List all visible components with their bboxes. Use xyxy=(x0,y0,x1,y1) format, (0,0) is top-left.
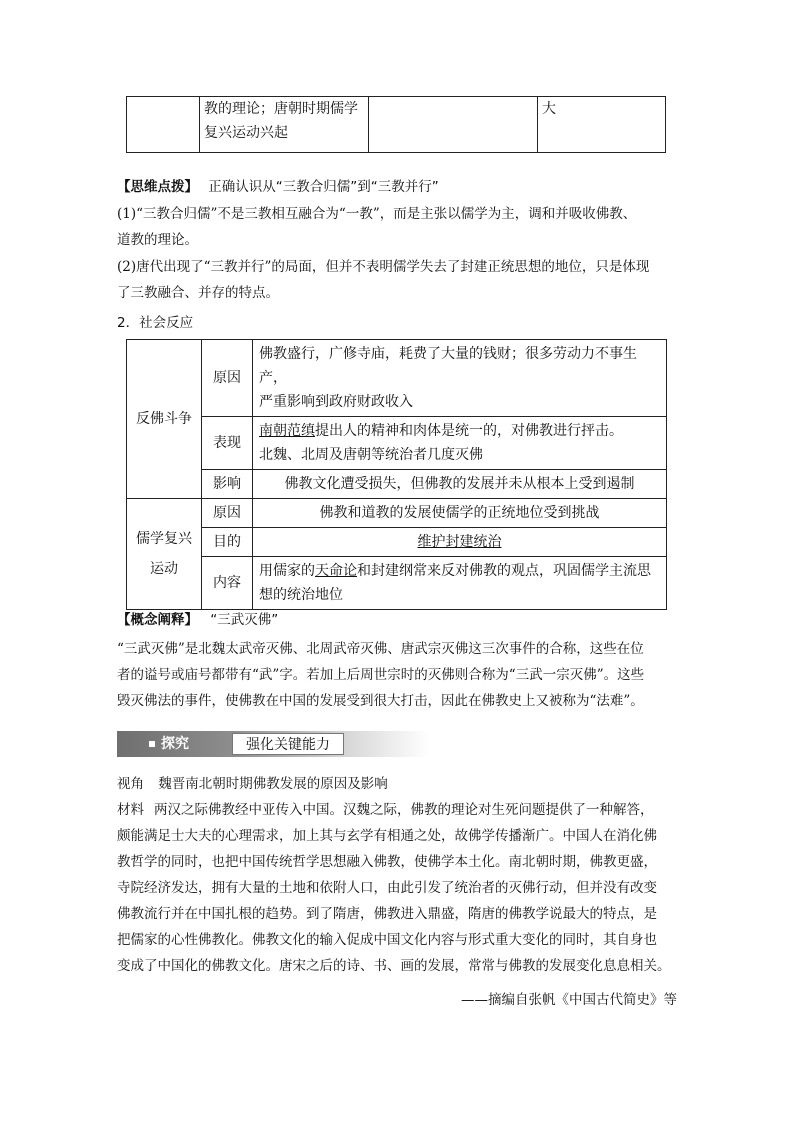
table-cell xyxy=(200,97,369,153)
group-label xyxy=(127,499,202,610)
underlined-term: 南朝范缜 xyxy=(259,423,315,439)
concept-heading-line xyxy=(117,607,278,633)
text-line: “三武灭佛”是北魏太武帝灭佛、北周武帝灭佛、唐武宗灭佛这三次事件的合称，这些在位 xyxy=(117,641,644,657)
text-line xyxy=(117,797,687,823)
text-line: 道教的理论。 xyxy=(117,232,198,248)
banner-left-text: 探究 xyxy=(161,736,189,752)
top-table xyxy=(126,96,666,153)
concept-paragraph xyxy=(117,636,687,714)
group-label: 反佛斗争 xyxy=(127,340,202,499)
thinking-heading: 【思维点拨】 xyxy=(117,179,198,195)
group-label-line: 运动 xyxy=(150,561,178,577)
section-title: 2．社会反应 xyxy=(117,315,194,331)
table-cell: 佛教和道教的发展使儒学的正统地位受到挑战 xyxy=(253,499,667,528)
concept-heading: 【概念阐释】 xyxy=(117,612,198,628)
perspective-title: 魏晋南北朝时期佛教发展的原因及影响 xyxy=(158,776,388,792)
banner-left-label xyxy=(117,734,229,754)
cell-text: 复兴运动兴起 xyxy=(204,125,288,141)
concept-title: “三武灭佛” xyxy=(210,612,279,628)
cell-text xyxy=(259,559,660,583)
row-label: 表现 xyxy=(202,417,253,470)
table-cell xyxy=(253,340,667,417)
row-label: 目的 xyxy=(202,528,253,557)
thinking-heading-line xyxy=(117,174,439,200)
table-cell xyxy=(127,97,200,153)
perspective-line xyxy=(117,771,388,797)
thinking-paragraph-2 xyxy=(117,254,687,306)
perspective-label: 视角 xyxy=(117,776,144,792)
material-source: ——摘编自张帆《中国古代简史》等 xyxy=(461,992,677,1008)
text-line: 变成了中国化的佛教文化。唐宋之后的诗、书、画的发展，常常与佛教的发展变化息息相关。 xyxy=(117,958,671,974)
text-line: 把儒家的心性佛教化。佛教文化的输入促成中国文化内容与形式重大变化的同时，其自身也 xyxy=(117,932,657,948)
cell-text-rest: 提出人的精神和肉体是统一的，对佛教进行抨击。 xyxy=(315,423,623,439)
row-label: 原因 xyxy=(202,340,253,417)
cell-text xyxy=(259,419,660,443)
text-line: 佛教流行并在中国扎根的趋势。到了隋唐，佛教进入鼎盛，隋唐的佛教学说最大的特点，是 xyxy=(117,906,657,922)
square-icon xyxy=(149,741,155,747)
cell-text: 想的统治地位 xyxy=(259,587,343,603)
text-line: 者的谥号或庙号都带有“武”字。若加上后周世宗时的灭佛则合称为“三武一宗灭佛”。这些 xyxy=(117,667,645,683)
banner-right-label: 强化关键能力 xyxy=(232,733,344,755)
table-cell: 大 xyxy=(538,97,666,153)
table-cell xyxy=(253,557,667,610)
text-line: 寺院经济发达，拥有大量的土地和依附人口，由此引发了统治者的灭佛行动，但并没有改变 xyxy=(117,880,657,896)
text-line: (1)“三教合归儒”不是三教相互融合为“一教”，而是主张以儒学为主，调和并吸收佛教、 xyxy=(117,206,637,222)
table-row xyxy=(127,499,667,528)
text-line: (2)唐代出现了“三教并行”的局面，但并不表明儒学失去了封建正统思想的地位，只是体现 xyxy=(117,259,650,275)
material-block xyxy=(117,797,687,979)
text-line: 颇能满足士大夫的心理需求，加上其与玄学有相通之处，故佛学传播渐广。中国人在消化佛 xyxy=(117,828,657,844)
cell-text: 严重影响到政府财政收入 xyxy=(259,394,413,410)
table-cell xyxy=(253,417,667,470)
reaction-table xyxy=(126,339,667,610)
cell-text: 教的理论；唐朝时期儒学 xyxy=(204,101,358,117)
table-cell: 佛教文化遭受损失，但佛教的发展并未从根本上受到遏制 xyxy=(253,470,667,499)
table-cell: 维护封建统治 xyxy=(253,528,667,557)
thinking-paragraph-1 xyxy=(117,201,687,253)
material-label: 材料 xyxy=(117,802,144,818)
table-row xyxy=(127,417,667,470)
row-label: 影响 xyxy=(202,470,253,499)
thinking-title: 正确认识从“三教合归儒”到“三教并行” xyxy=(208,179,439,195)
cell-text: 佛教盛行，广修寺庙，耗费了大量的钱财；很多劳动力不事生产， xyxy=(259,346,637,386)
text-line: 了三教融合、并存的特点。 xyxy=(117,285,279,301)
table-row xyxy=(127,470,667,499)
row-label: 内容 xyxy=(202,557,253,610)
table-cell xyxy=(369,97,538,153)
cell-text-pre: 用儒家的 xyxy=(259,563,315,579)
table-row xyxy=(127,528,667,557)
group-label-line: 儒学复兴 xyxy=(136,531,192,547)
text-line: 毁灭佛法的事件，使佛教在中国的发展受到很大打击，因此在佛教史上又被称为“法难”。 xyxy=(117,693,644,709)
table-row xyxy=(127,557,667,610)
cell-text-post: 和封建纲常来反对佛教的观点，巩固儒学主流思 xyxy=(357,563,651,579)
row-label: 原因 xyxy=(202,499,253,528)
text-line: 教哲学的同时，也把中国传统哲学思想融入佛教，使佛学本土化。南北朝时期，佛教更盛， xyxy=(117,854,657,870)
table-row xyxy=(127,97,666,153)
table-row xyxy=(127,340,667,417)
underlined-term: 天命论 xyxy=(315,563,357,579)
cell-text: 北魏、北周及唐朝等统治者几度灭佛 xyxy=(259,447,483,463)
material-text: 两汉之际佛教经中亚传入中国。汉魏之际，佛教的理论对生死问题提供了一种解答， xyxy=(154,802,654,818)
